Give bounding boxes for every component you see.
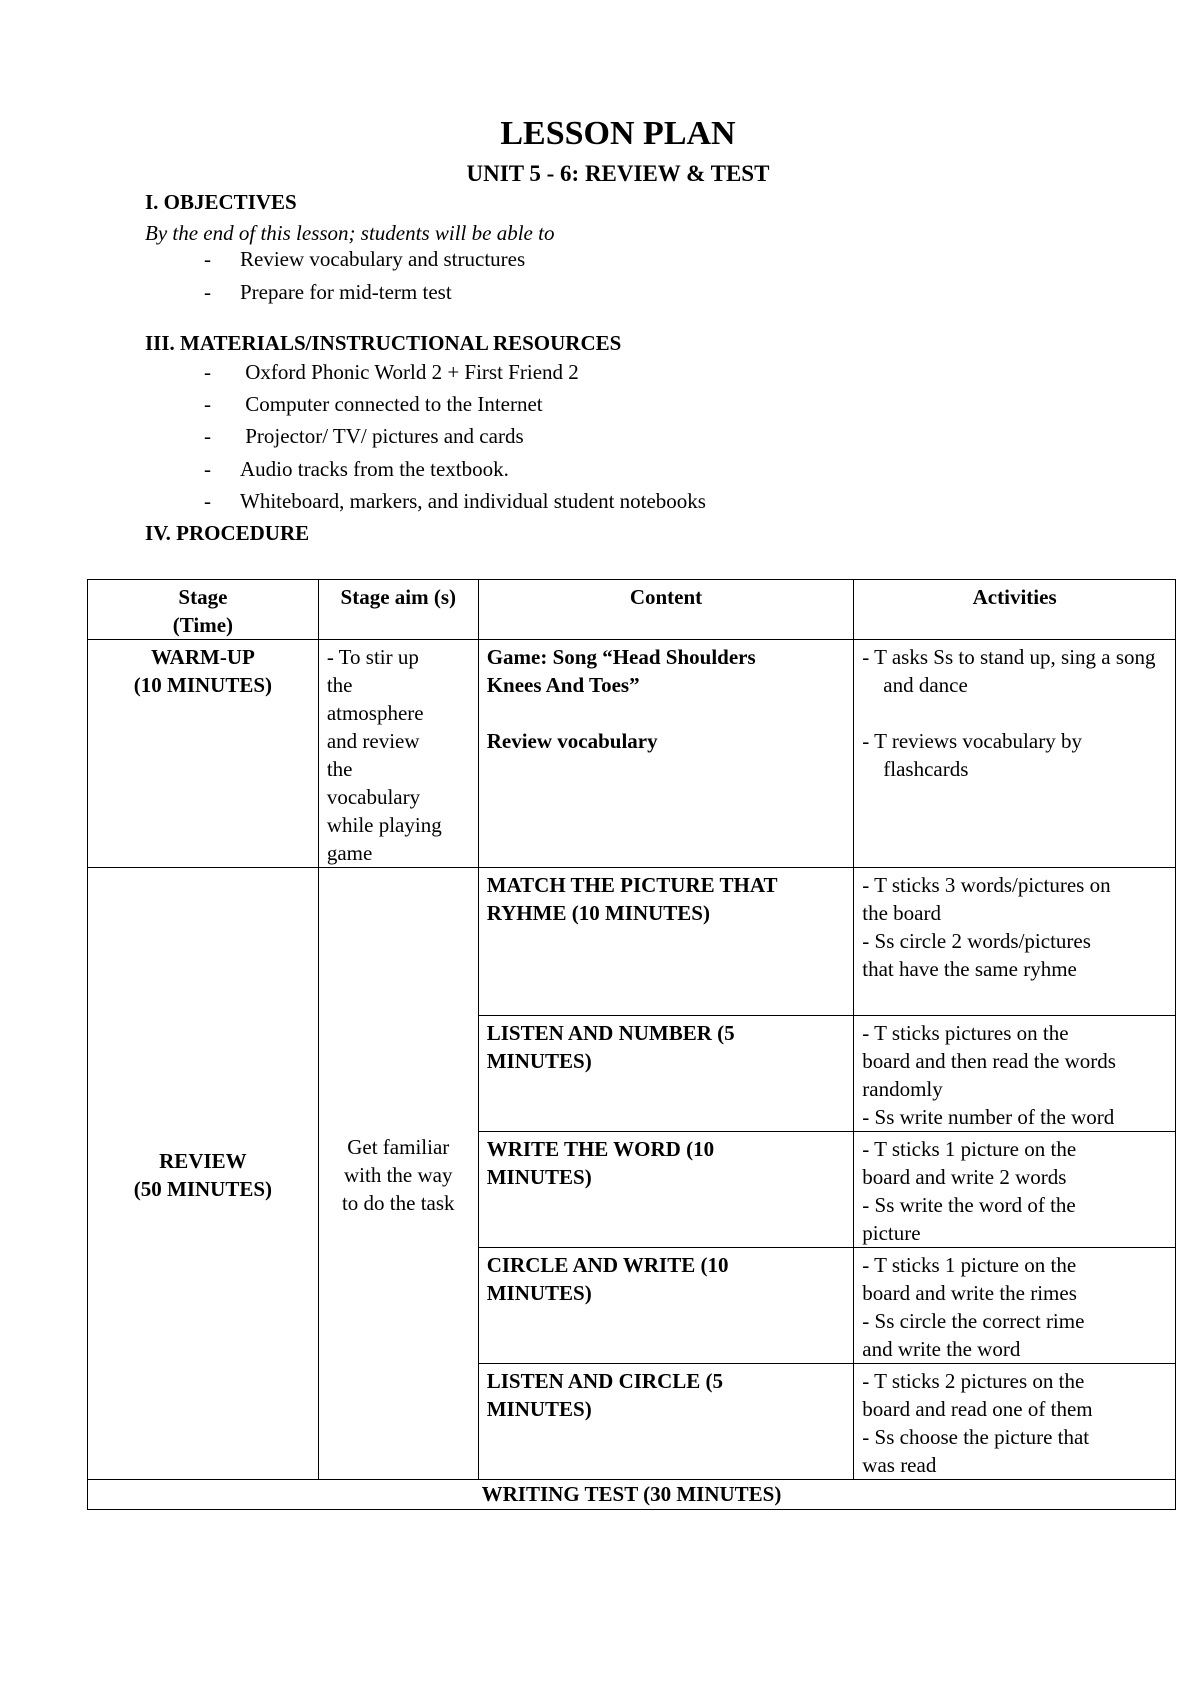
review-activities-cell: - T sticks pictures on the board and then read the words randomly - Ss write number of the word	[854, 1016, 1176, 1132]
page-title: LESSON PLAN	[500, 115, 736, 152]
list-item: - Audio tracks from the textbook.	[204, 457, 509, 481]
review-content-cell: CIRCLE AND WRITE (10 MINUTES)	[478, 1248, 854, 1364]
procedure-heading: IV. PROCEDURE	[145, 521, 310, 545]
list-item: - Projector/ TV/ pictures and cards	[204, 424, 524, 448]
header-stage: Stage (Time)	[88, 580, 319, 640]
objectives-heading: I. OBJECTIVES	[145, 190, 297, 214]
list-item: - Prepare for mid-term test	[204, 280, 452, 304]
list-item: - Whiteboard, markers, and individual student notebooks	[204, 489, 706, 513]
writing-test-cell: WRITING TEST (30 MINUTES)	[88, 1480, 1176, 1510]
warmup-activities-cell: - T asks Ss to stand up, sing a song and dance - T reviews vocabulary by flashcards	[854, 640, 1176, 868]
table-row	[88, 868, 1176, 1016]
review-activities-cell: - T sticks 1 picture on the board and write the rimes - Ss circle the correct rime and write the word	[854, 1248, 1176, 1364]
review-stage-cell: REVIEW (50 MINUTES)	[88, 868, 319, 1480]
table-footer-row	[88, 1480, 1176, 1510]
list-item: - Review vocabulary and structures	[204, 247, 526, 271]
list-item: - Computer connected to the Internet	[204, 392, 543, 416]
page-subtitle: UNIT 5 - 6: REVIEW & TEST	[466, 161, 770, 186]
table-row	[88, 640, 1176, 868]
review-content-cell: LISTEN AND NUMBER (5 MINUTES)	[478, 1016, 854, 1132]
review-aim-cell: Get familiar with the way to do the task	[318, 868, 478, 1480]
warmup-content-cell: Game: Song “Head Shoulders Knees And Toes” Review vocabulary	[478, 640, 854, 868]
review-content-cell: LISTEN AND CIRCLE (5 MINUTES)	[478, 1364, 854, 1480]
header-content: Content	[478, 580, 854, 640]
table-header-row	[88, 580, 1176, 640]
materials-heading: III. MATERIALS/INSTRUCTIONAL RESOURCES	[145, 331, 622, 355]
review-content-cell: WRITE THE WORD (10 MINUTES)	[478, 1132, 854, 1248]
objectives-intro: By the end of this lesson; students will be able to	[145, 221, 555, 245]
header-activities: Activities	[854, 580, 1176, 640]
review-activities-cell: - T sticks 2 pictures on the board and read one of them - Ss choose the picture that was read	[854, 1364, 1176, 1480]
warmup-aim-cell: - To stir up the atmosphere and review the vocabulary while playing game	[318, 640, 478, 868]
procedure-table	[87, 579, 1176, 1510]
review-content-cell: MATCH THE PICTURE THAT RYHME (10 MINUTES)	[478, 868, 854, 1016]
review-activities-cell: - T sticks 1 picture on the board and write 2 words - Ss write the word of the picture	[854, 1132, 1176, 1248]
review-activities-cell: - T sticks 3 words/pictures on the board - Ss circle 2 words/pictures that have the same ryhme	[854, 868, 1176, 1016]
list-item: - Oxford Phonic World 2 + First Friend 2	[204, 360, 579, 384]
warmup-stage-cell: WARM-UP (10 MINUTES)	[88, 640, 319, 868]
header-stage-aim: Stage aim (s)	[318, 580, 478, 640]
